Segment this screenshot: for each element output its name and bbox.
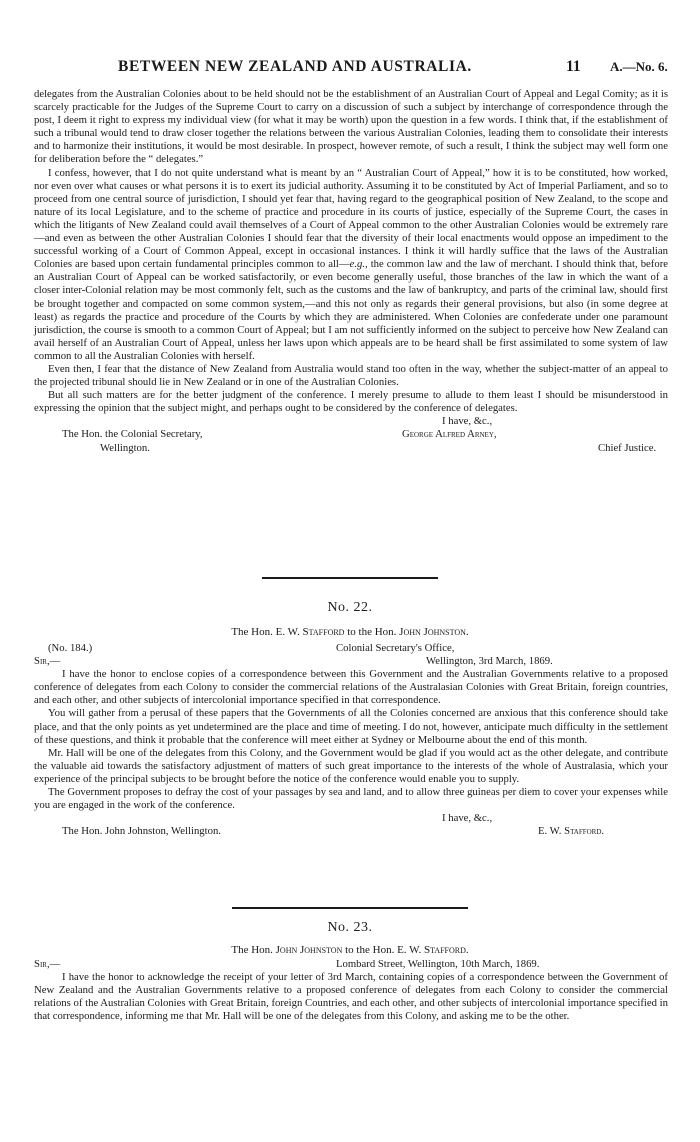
letter-23-from-prefix: The Hon. — [231, 944, 273, 956]
letter-21-body — [34, 88, 668, 455]
letter-23-salutation: Sir,— — [34, 958, 61, 970]
letter-21-eg: e.g. — [349, 258, 366, 271]
letter-22-signature-row — [34, 825, 668, 838]
running-head — [0, 58, 700, 80]
letter-23-body — [34, 958, 668, 1023]
letter-23-from-name: John Johnston — [275, 944, 343, 956]
letter-23-place-date: Lombard Street, Wellington, 10th March, 1869. — [336, 958, 540, 970]
letter-21-paragraph-2-part-a: I confess, however, that I do not quite understand what is meant by an “ Australian Court of Appeal,” how it is to be constituted, how worked, nor even over what causes or what persons it is to exert its judicial authority. Assuming it to be constituted by Act of Imperial Parliament, and so to proceed from one central source of jurisdiction, I should yet fear that, having regard to the geographical position of New Zealand, to the scope and nature of its local Legislature, and to the scheme of practice and procedure in its courts of justice, especially of the Supreme Court, the cases in which the litigants of New Zealand could avail themselves of a Court of Appeal common to the other Australian Colonies would be extremely rare—and even as between the other Australian Colonies I should fear that the diversity of their local enactments would oppose an impediment to the successful working of a Court of Common Appeal, except in occasional instances. I think it will hardly suffice that the laws of the Australian Colonies are based upon certain fundamental principles common to all— — [34, 166, 668, 271]
letter-22-ref-row — [34, 642, 668, 655]
letter-22-salutation: Sir,— — [34, 655, 61, 668]
section-divider-2 — [232, 907, 468, 909]
letter-23-header — [0, 944, 700, 956]
letter-22-place-date: Wellington, 3rd March, 1869. — [426, 655, 553, 668]
running-head-title: BETWEEN NEW ZEALAND AND AUSTRALIA. — [118, 58, 472, 75]
letter-22-from-name: Stafford — [302, 626, 345, 638]
section-divider-1 — [262, 577, 438, 579]
letter-21-paragraph-1: delegates from the Australian Colonies about to be held should not be the establishment of an Australian Court of Appeal and Legal Comity; as it is scarcely practicable for the Judges of the Supreme Court to carry on a discussion of such a subject by interchange of correspondence through the post, I deem it right to express my individual view (for what it may be worth) upon the question in a few words. I think that, if the establishment of such a tribunal would tend to draw closer together the relations between the various Australian Colonies, leading them to consolidate their interests and to harmonize their institutions, it would be most desirable. In prospect, however remote, of such a result, I think the subject may well form one for deliberation before the “ delegates.” — [34, 88, 668, 166]
letter-22-addressee: The Hon. John Johnston, Wellington. — [62, 825, 221, 838]
letter-22-signature: E. W. Stafford. — [538, 825, 605, 838]
letter-22-ref: (No. 184.) — [48, 642, 93, 654]
letter-22-paragraph-1: I have the honor to enclose copies of a correspondence between this Government and the Australian Governments relative to a proposed conference of delegates from each Colony to consider the commercial relations of the Australasian Colonies with Great Britain, foreign countries, and each other, and other subjects of intercolonial importance specified in that correspondence. — [34, 668, 668, 707]
letter-21-signature-title: Chief Justice. — [598, 441, 657, 454]
letter-22-to-prefix: to the Hon. — [347, 626, 397, 638]
letter-21-paragraph-4: But all such matters are for the better judgment of the conference. I merely presume to allude to them least I should be misunderstood in expressing the opinion that the subject might, and perhaps ought to be considered by the conference of delegates. — [34, 389, 668, 415]
document-reference: A.—No. 6. — [610, 59, 668, 74]
letter-22-header — [0, 626, 700, 638]
letter-21-title-row — [34, 442, 668, 455]
letter-22-from-prefix: The Hon. E. W. — [231, 626, 300, 638]
letter-21-closing-row — [34, 415, 668, 428]
letter-21-paragraph-3: Even then, I fear that the distance of New Zealand from Australia would stand too often in the way, whether the subject-matter of an appeal to the projected tribunal should lie in New Zealand or in one of the Australian Colonies. — [34, 362, 668, 389]
letter-22-number: No. 22. — [327, 600, 373, 615]
letter-21-addressee-place: Wellington. — [100, 441, 150, 454]
letter-22-office: Colonial Secretary's Office, — [336, 642, 455, 654]
letter-22-body — [34, 642, 668, 838]
letter-21-closing: I have, &c., — [442, 415, 493, 428]
letter-22-paragraph-3: Mr. Hall will be one of the delegates from this Colony, and the Government would be glad if you would act as the other delegate, and contribute the valuable aid towards the satisfactory adjustment of matters of such great importance to the interests of the whole of Australasia, which your experience of the principal subjects to be brought before the notice of the conference would enable you to supply. — [34, 746, 668, 785]
letter-21-addressee: The Hon. the Colonial Secretary, — [62, 428, 203, 441]
letter-22-paragraph-4: The Government proposes to defray the cost of your passages by sea and land, and to allow three guineas per diem to cover your expenses while you are engaged in the work of the conference. — [34, 786, 668, 812]
letter-23-paragraph-1: I have the honor to acknowledge the receipt of your letter of 3rd March, containing copies of a correspondence between the Government of New Zealand and the Australian Governments relative to a proposed conference of delegates from each Colony to consider the commercial relations of the Australian Colonies with Great Britain, foreign Countries, and each other, and other subjects of intercolonial importance specified in that correspondence, informing me that Mr. Hall will be one of the delegates from this Colony, and asking me to be the other. — [34, 971, 668, 1023]
letter-23-salutation-row — [34, 958, 668, 971]
letter-22-closing: I have, &c., — [442, 812, 493, 825]
letter-23-number: No. 23. — [327, 920, 373, 935]
letter-22-paragraph-2: You will gather from a perusal of these papers that the Governments of all the Colonies concerned are anxious that this conference should take place, and that the only points as yet undetermined are the place and time of meeting. I do not, however, anticipate much difficulty in the settlement of these questions, and think it probable that the conference will meet either at Sydney or Melbourne about the end of this month. — [34, 707, 668, 746]
letter-21-signature-row — [34, 428, 668, 441]
letter-22-to-name: John Johnston. — [399, 626, 469, 638]
page-number: 11 — [566, 58, 581, 75]
letter-21-paragraph-2-part-b: , the common law and the law of merchant. I should think that, before an Australian Court of Appeal can be worked satisfactorily, or even become generally useful, those branches of the law in which the want of a closer inter-Colonial relation may be most commonly felt, such as the customs and the law of bankruptcy, and parts of the criminal law, should first be brought together and compacted on some common system,—and this not only as regards their general provisions, but also (in some degree at least) as regards the practice and procedure of the Courts by which they are administered. When Colonies are confederate under one paramount jurisdiction, the course is smooth to a common Court of Appeal; but I am not sufficiently informed on the subject to perceive how New Zealand can avail herself of an Australian Court of Appeal, unless her laws upon which appeals are to be heard shall be first assimilated to some system of law common to all the Australian Colonies with herself. — [34, 258, 668, 362]
letter-23-to-prefix: to the Hon. E. W. — [345, 944, 422, 956]
letter-22-salutation-row — [34, 655, 668, 668]
letter-23-to-name: Stafford. — [423, 944, 469, 956]
letter-21-paragraph-2 — [34, 167, 668, 363]
letter-21-signature: George Alfred Arney, — [402, 428, 497, 441]
letter-22-closing-row — [34, 812, 668, 825]
